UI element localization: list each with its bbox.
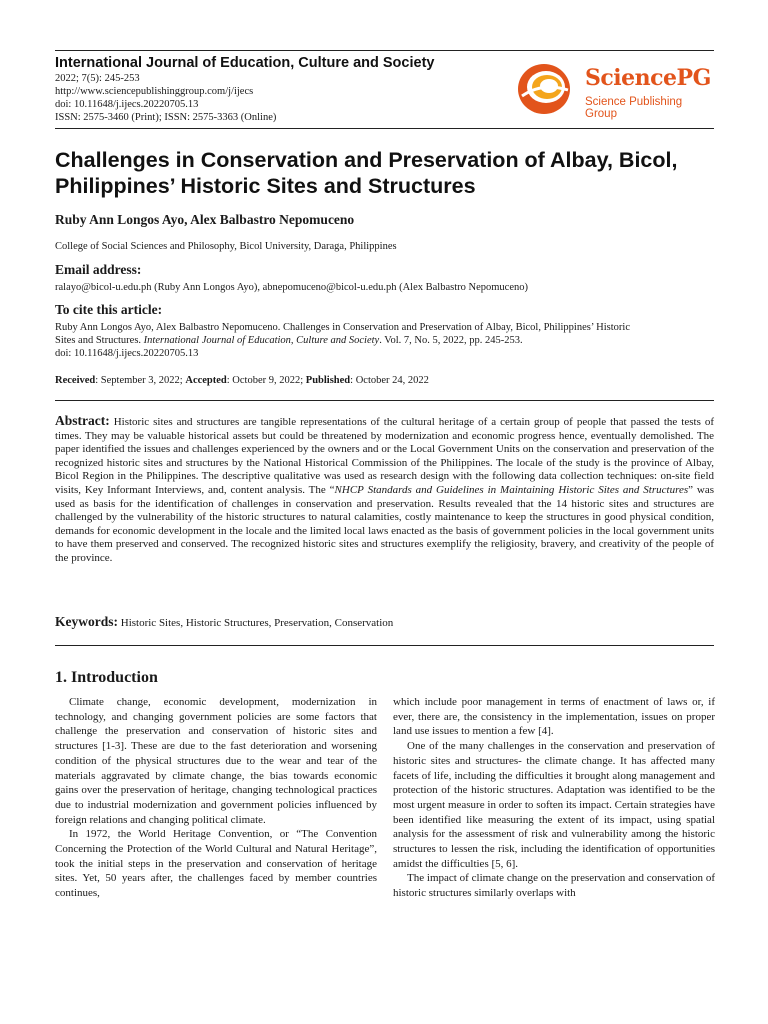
keywords-label: Keywords: — [55, 614, 118, 629]
keywords — [55, 614, 393, 630]
top-rule — [55, 50, 714, 51]
accepted-label: Accepted — [185, 375, 227, 386]
received-label: Received — [55, 375, 96, 386]
abstract-rule-bottom — [55, 645, 714, 646]
abstract-label: Abstract: — [55, 413, 110, 428]
journal-issn: ISSN: 2575-3460 (Print); ISSN: 2575-3363 (Online) — [55, 112, 277, 123]
abstract — [55, 414, 714, 566]
logo-name: SciencePG — [585, 65, 711, 91]
intro-paragraph: The impact of climate change on the preservation and conservation of historic structures similarly overlaps with — [393, 872, 715, 900]
citation-volume: . Vol. 7, No. 5, 2022, pp. 245-253. — [379, 335, 523, 346]
citation-journal: International Journal of Education, Culture and Society — [143, 335, 380, 346]
keywords-text: Historic Sites, Historic Structures, Preservation, Conservation — [118, 617, 394, 629]
intro-paragraph: Climate change, economic development, modernization in technology, and changing government policies are some factors that challenge the preservation and conservation of historic sites and structures [1-3]. These are due to the fast deterioration and worsening condition of the physical structures due to the wear and tear of the materials aggravated by climate change, the bias towards economic gains over the preservation of heritage, changing technological practices due to industrial modernization and government policies influenced by foreign relations and changing political climate. — [55, 696, 377, 826]
intro-paragraph: One of the many challenges in the conservation and preservation of historic sites and structures- the climate change. It has affected many facets of life, including the difficulties it brought along management and protection of the historic structures. Adaptation was identified to be the most urgent measure in order to soften its impact. Certain strategies have been identified like measuring the extent of its impact, using spatial analysis for the assessment of risk and vulnerability among the historic structures to lessen the risk, including the identification of opportunities amidst the difficulties [5, 6]. — [393, 740, 715, 870]
authors: Ruby Ann Longos Ayo, Alex Balbastro Nepomuceno — [55, 212, 355, 227]
accepted-date: : October 9, 2022; — [226, 375, 306, 386]
abstract-text-italic: NHCP Standards and Guidelines in Maintaining Historic Sites and Structures — [334, 483, 689, 496]
citation-doi: doi: 10.11648/j.ijecs.20220705.13 — [55, 348, 199, 359]
intro-paragraph: which include poor management in terms of enactment of laws or, if ever, there are, the consistency in the implementation, issues on proper land use issues to mention a few [4]. — [393, 696, 715, 738]
email-addresses[interactable]: ralayo@bicol-u.edu.ph (Ruby Ann Longos Ayo), abnepomuceno@bicol-u.edu.ph (Alex Balbastro Nepomuceno) — [55, 282, 528, 293]
citation-line-2 — [55, 334, 715, 347]
header-rule — [55, 128, 714, 129]
journal-name: International Journal of Education, Culture and Society — [55, 55, 435, 71]
published-label: Published — [305, 375, 351, 386]
sciencepg-logo — [516, 60, 716, 120]
received-date: : September 3, 2022; — [95, 375, 186, 386]
article-dates — [55, 374, 715, 387]
abstract-text-b: ” was used as basis for the identification of challenges in conservation and preservation. Results revealed that the 14 historic sites and structures are challenged by the vulnerability of the historic structures to natural calamities, costly maintenance to keep the structures in good physical condition, demands for economic development in the locale and the limited local laws enacted as the basis of government policies in the local government units to have them preserved and conserved. The recognized historic sites and structures exemplify the religiosity, bravery, and creativity of the people of the province. — [55, 483, 715, 564]
intro-column-right — [393, 695, 715, 901]
article-title: Challenges in Conservation and Preservation of Albay, Bicol, Philippines’ Historic Sites and Structures — [55, 148, 678, 198]
section-heading-introduction: 1. Introduction — [55, 669, 158, 686]
journal-doi: doi: 10.11648/j.ijecs.20220705.13 — [55, 99, 199, 110]
cite-heading: To cite this article: — [55, 302, 163, 317]
abstract-text-a: Historic sites and structures are tangible representations of the cultural heritage of a certain group of people that passed the tests of times. They may be valuable historical assets but could be threatened by modernization and economic progress hence, eventually demolished. The paper identified the issues and challenges experienced by the owners and or the Local Government Units on the conservation and preservation of the recognized historic sites and structures by the National Historical Commission of the Philippines. The locale of the study is the province of Albay, Bicol Region in the Philippines. The descriptive qualitative was used as research design with the following data collection techniques: on-site field visits, Key Informant Interviews, and, content analysis. The “ — [55, 416, 714, 496]
volume-info: 2022; 7(5): 245-253 — [55, 73, 140, 84]
affiliation: College of Social Sciences and Philosophy, Bicol University, Daraga, Philippines — [55, 241, 397, 252]
email-heading: Email address: — [55, 262, 142, 277]
journal-url[interactable]: http://www.sciencepublishinggroup.com/j/ijecs — [55, 86, 254, 97]
intro-paragraph: In 1972, the World Heritage Convention, or “The Convention Concerning the Protection of the World Cultural and Natural Heritage”, took the initial steps in the preservation and conservation of heritage sites. Yet, 50 years after, the challenges faced by member countries continues, — [55, 828, 377, 900]
abstract-rule-top — [55, 400, 714, 401]
citation-line-1: Ruby Ann Longos Ayo, Alex Balbastro Nepomuceno. Challenges in Conservation and Preservation of Albay, Bicol, Philippines’ Historic — [55, 322, 631, 333]
intro-column-left — [55, 695, 377, 901]
published-date: : October 24, 2022 — [350, 375, 429, 386]
citation-title-end: Sites and Structures. — [55, 335, 144, 346]
logo-tagline: Science Publishing Group — [585, 96, 683, 120]
